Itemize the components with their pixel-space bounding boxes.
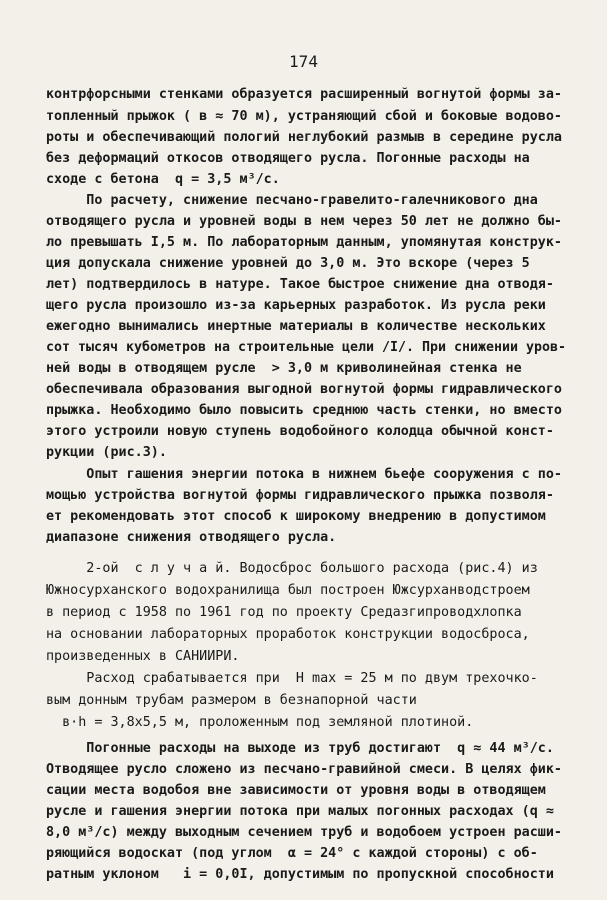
text-line: щего русла произошло из-за карьерных разработок. Из русла реки <box>46 298 546 313</box>
text-line: ция допускала снижение уровней до 3,0 м. Это вскоре (через 5 <box>46 256 530 271</box>
text-line: ряющийся водоскат (под углом α = 24° с каждой стороны) с об- <box>46 846 538 861</box>
text-line: в·h = 3,8х5,5 м, проложенным под земляной плотиной. <box>46 715 474 730</box>
text-line: рукции (рис.3). <box>46 445 167 460</box>
text-line: ло превышать I,5 м. По лабораторным данным, упомянутая конструк- <box>46 235 562 250</box>
text-line: обеспечивала образования выгодной вогнутой формы гидравлического <box>46 382 562 397</box>
text-line: 8,0 м³/с) между выходным сечением труб и водобоем устроен расши- <box>46 825 562 840</box>
text-line: вым донным трубам размером в безнапорной части <box>46 693 417 708</box>
text-line: контрфорсными стенками образуется расширенный вогнутой формы за- <box>46 87 562 102</box>
text-line: диапазоне снижения отводящего русла. <box>46 530 337 545</box>
text-line: ратным уклоном i = 0,0I, допустимым по пропускной способности <box>46 867 554 882</box>
text-line: сот тысяч кубометров на строительные цели /I/. При снижении уров- <box>46 340 567 355</box>
text-line: произведенных в САНИИРИ. <box>46 649 240 664</box>
text-line: в период с 1958 по 1961 год по проекту Средазгипроводхлопка <box>46 605 522 620</box>
text-line: прыжка. Необходимо было повысить среднюю часть стенки, но вместо <box>46 403 562 418</box>
text-line: ежегодно вынимались инертные материалы в количестве нескольких <box>46 319 546 334</box>
text-line: русле и гашения энергии потока при малых погонных расходах (q ≈ <box>46 804 554 819</box>
text-line: без деформаций откосов отводящего русла. Погонные расходы на <box>46 151 530 166</box>
text-line: сходе с бетона q = 3,5 м³/с. <box>46 172 280 187</box>
text-line: Расход срабатывается при H max = 25 м по двум трехочко- <box>46 671 538 686</box>
text-line: лет) подтвердилось в натуре. Такое быстрое снижение дна отводя- <box>46 277 554 292</box>
text-line: роты и обеспечивающий пологий неглубокий размыв в середине русла <box>46 130 562 145</box>
text-line: ет рекомендовать этот способ к широкому внедрению в допустимом <box>46 509 546 524</box>
page-number: 174 <box>289 52 318 71</box>
text-line: мощью устройства вогнутой формы гидравлического прыжка позволя- <box>46 488 554 503</box>
text-line: Отводящее русло сложено из песчано-гравийной смеси. В целях фик- <box>46 762 562 777</box>
text-line: на основании лабораторных проработок конструкции водосброса, <box>46 627 530 642</box>
text-line: По расчету, снижение песчано-гравелито-галечникового дна <box>46 193 538 208</box>
text-line: отводящего русла и уровней воды в нем через 50 лет не должно бы- <box>46 214 562 229</box>
text-line: Опыт гашения энергии потока в нижнем бьефе сооружения с по- <box>46 467 562 482</box>
text-line: ней воды в отводящем русле > 3,0 м криволинейная стенка не <box>46 361 522 376</box>
text-line: 2-ой с л у ч а й. Водосброс большого расхода (рис.4) из <box>46 561 538 576</box>
text-line: топленный прыжок ( в ≈ 70 м), устраняющий сбой и боковые водово- <box>46 109 562 124</box>
text-line: этого устроили новую ступень водобойного колодца обычной конст- <box>46 424 554 439</box>
text-line: Погонные расходы на выходе из труб достигают q ≈ 44 м³/с. <box>46 741 554 756</box>
text-line: Южносурханского водохранилища был построен Южсурханводстроем <box>46 583 530 598</box>
text-line: сации места водобоя вне зависимости от уровня воды в отводящем <box>46 783 546 798</box>
